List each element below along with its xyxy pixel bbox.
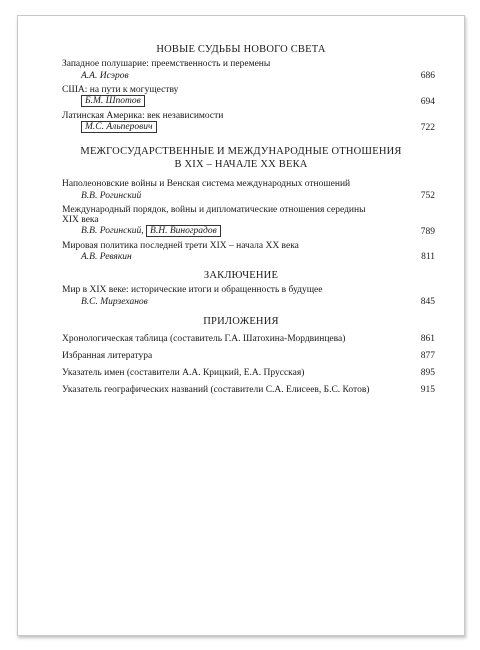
appendix-entry-title: Указатель географических названий (составители С.А. Елисеев, Б.С. Котов) — [62, 385, 370, 395]
toc-entry-page: 694 — [420, 97, 435, 107]
author-name: В.В. Рогинский, — [81, 226, 144, 236]
toc-entry-author: В.С. Мирзеханов — [81, 297, 148, 307]
toc-entry-title: Мир в XIX веке: исторические итоги и обращенность в будущее — [62, 285, 323, 295]
author-box: Б.М. Шпотов — [81, 95, 145, 107]
section-heading: ПРИЛОЖЕНИЯ — [203, 316, 279, 327]
appendix-entry-title: Избранная литература — [62, 351, 153, 361]
toc-entry-title: Международный порядок, войны и дипломатические отношения середины — [62, 205, 366, 215]
toc-entry-author: А.А. Исэров — [81, 71, 129, 81]
toc-entry-page: 845 — [420, 297, 435, 307]
toc-entry-title: Мировая политика последней трети XIX – начала XX века — [62, 241, 299, 251]
toc-entry-title-cont: XIX века — [62, 215, 99, 225]
toc-entry-author — [81, 122, 157, 132]
appendix-entry-title: Хронологическая таблица (составитель Г.А. Шатохина-Мордвинцева) — [62, 334, 346, 344]
section-heading: НОВЫЕ СУДЬБЫ НОВОГО СВЕТА — [156, 44, 326, 55]
appendix-entry-page: 915 — [420, 385, 435, 395]
toc-entry-title: США: на пути к могуществу — [62, 85, 179, 95]
toc-entry-page: 789 — [420, 227, 435, 237]
toc-entry-title: Наполеоновские войны и Венская система международных отношений — [62, 179, 351, 189]
toc-entry-page: 752 — [420, 191, 435, 201]
section-heading: ЗАКЛЮЧЕНИЕ — [203, 270, 279, 281]
appendix-entry-page: 861 — [420, 334, 435, 344]
document-page — [17, 15, 465, 636]
toc-entry-page: 722 — [420, 123, 435, 133]
toc-entry-title: Западное полушарие: преемственность и перемены — [62, 59, 271, 69]
section-heading: МЕЖГОСУДАРСТВЕННЫЕ И МЕЖДУНАРОДНЫЕ ОТНОШЕНИЯ — [80, 146, 402, 157]
author-box: В.Н. Виноградов — [146, 225, 221, 237]
toc-entry-author: В.В. Рогинский — [81, 191, 142, 201]
toc-entry-title: Латинская Америка: век независимости — [62, 111, 224, 121]
section-heading: В XIX – НАЧАЛЕ XX ВЕКА — [174, 159, 308, 170]
toc-entry-author: А.В. Ревякин — [81, 252, 132, 262]
author-box: М.С. Альперович — [81, 121, 157, 133]
toc-entry-author — [81, 226, 221, 236]
toc-entry-author — [81, 96, 145, 106]
toc-entry-page: 811 — [421, 252, 435, 262]
appendix-entry-title: Указатель имен (составители А.А. Крицкий, Е.А. Прусская) — [62, 368, 305, 378]
appendix-entry-page: 895 — [420, 368, 435, 378]
appendix-entry-page: 877 — [420, 351, 435, 361]
toc-entry-page: 686 — [420, 71, 435, 81]
